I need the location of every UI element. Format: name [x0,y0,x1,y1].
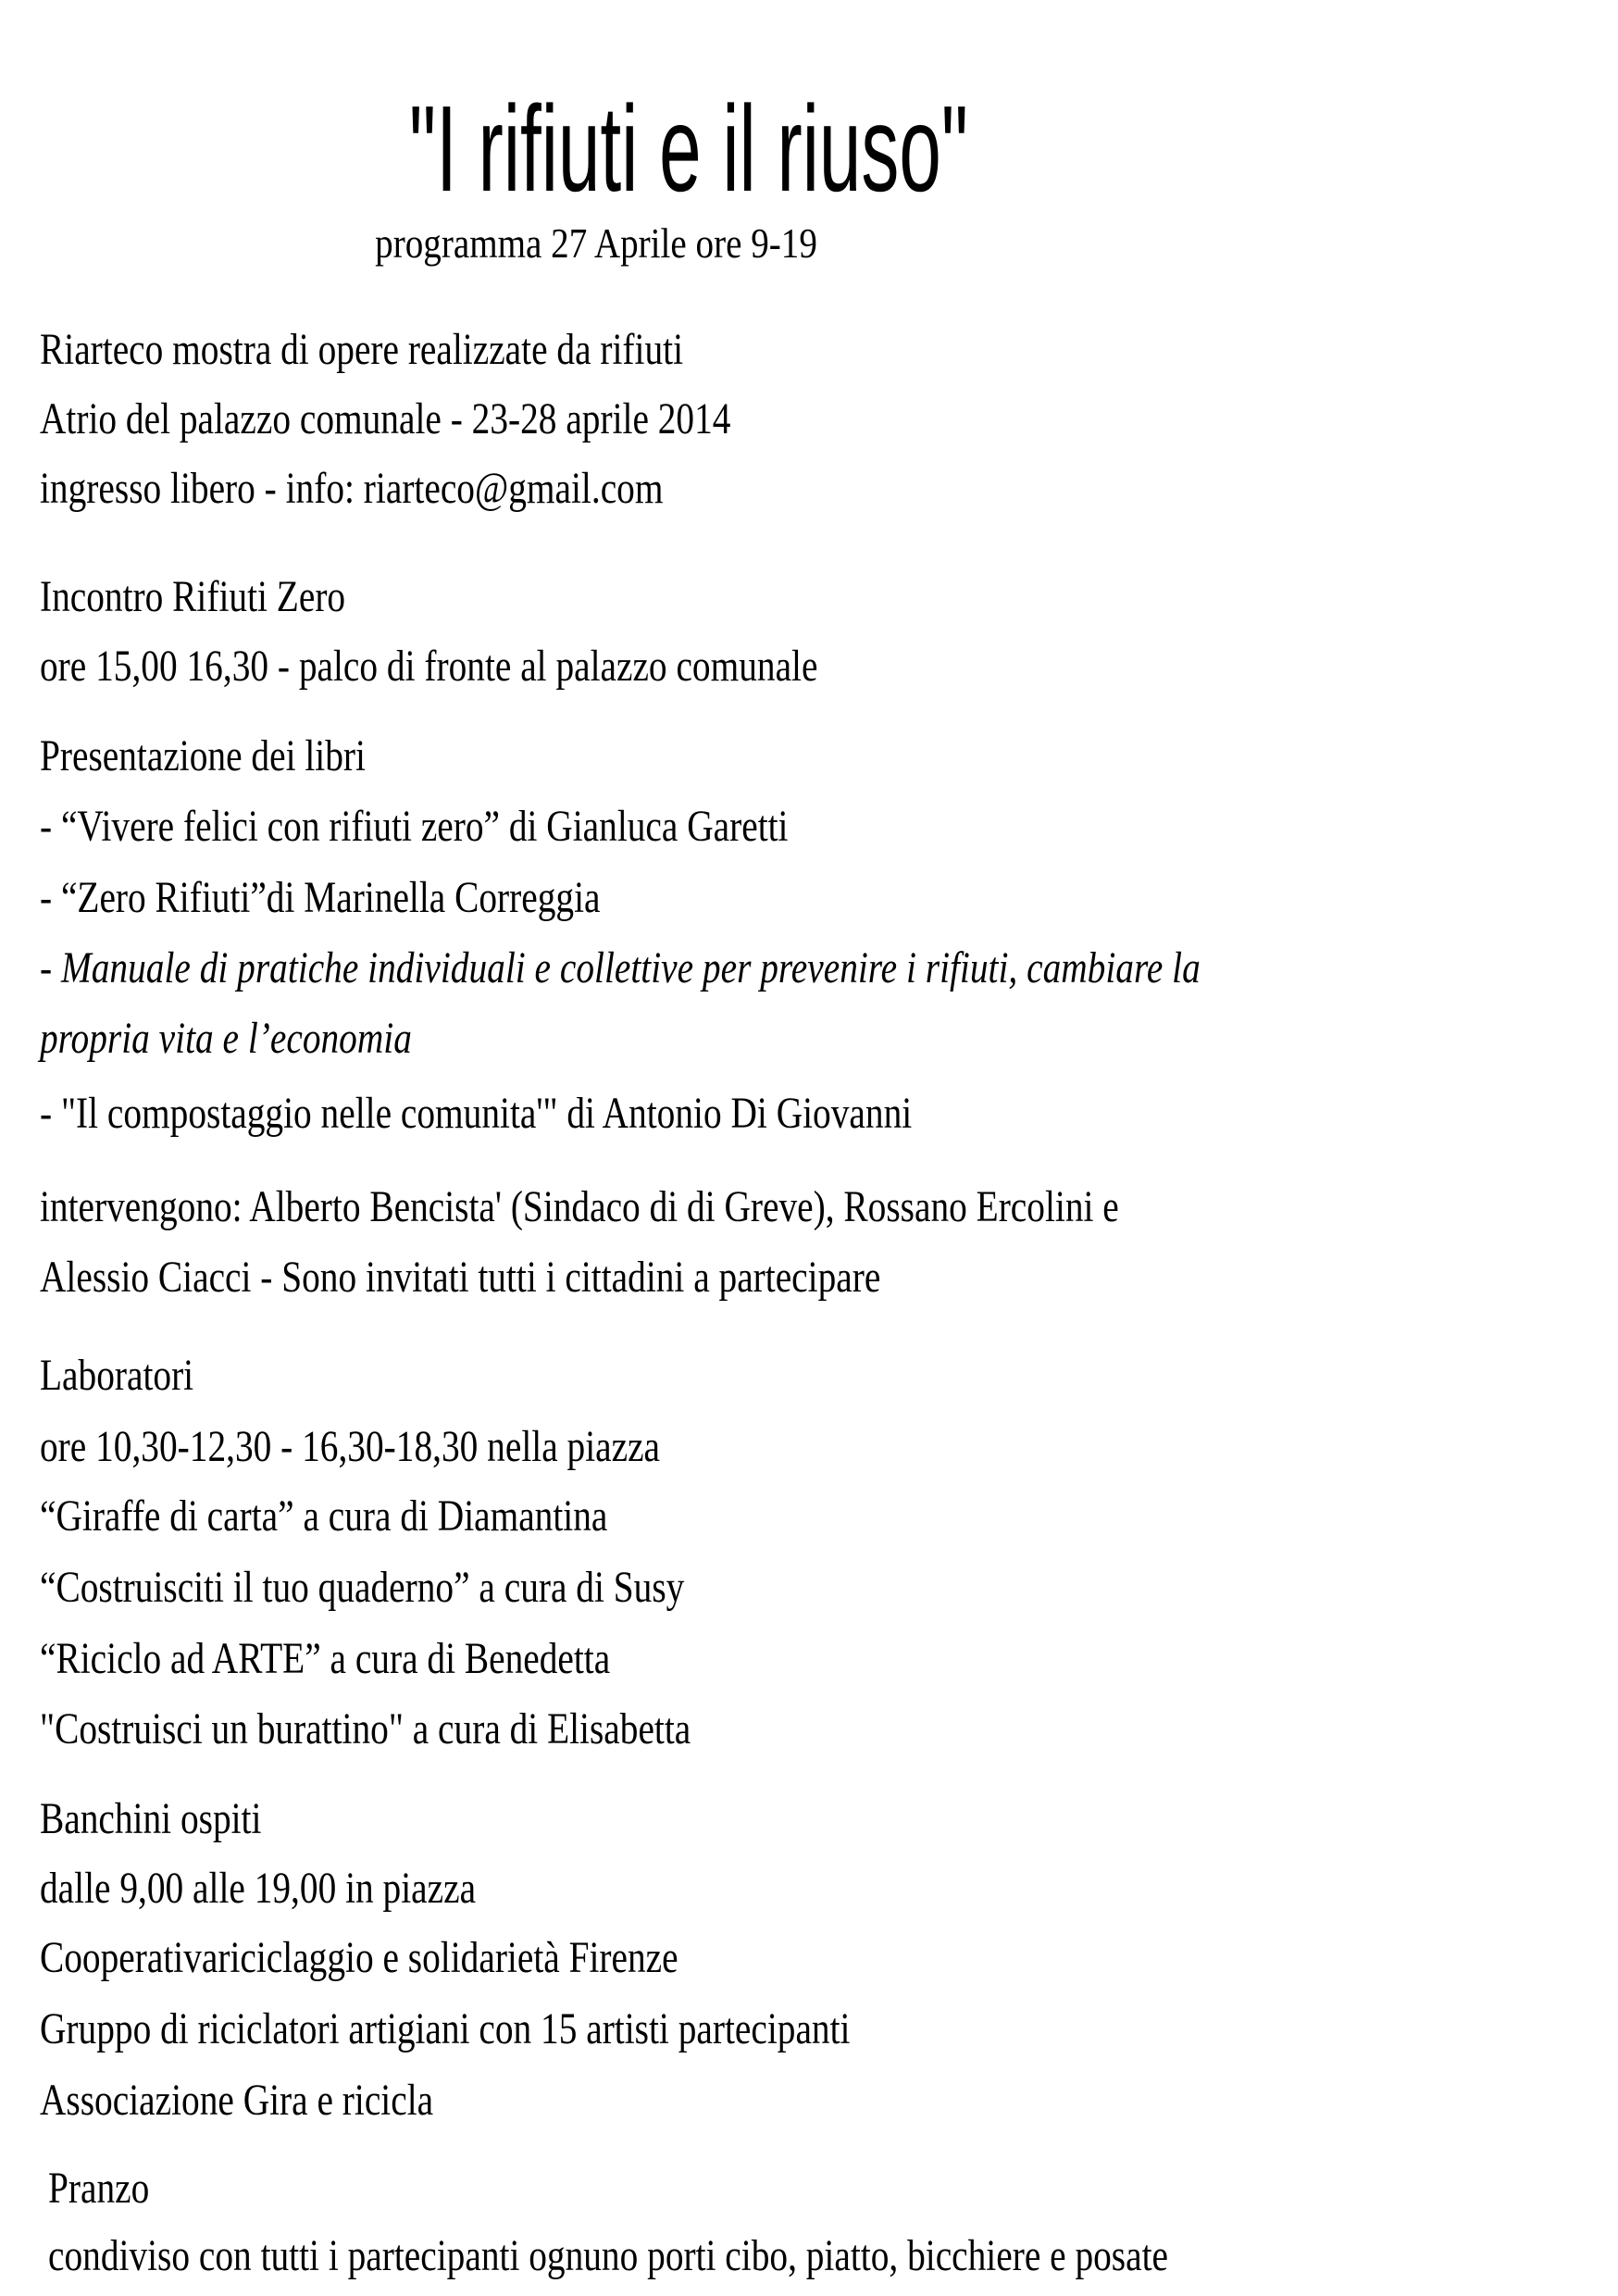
mostra-location: Atrio del palazzo comunale - 23-28 aprile 2014 [40,394,731,443]
incontro-heading: Incontro Rifiuti Zero [40,572,346,621]
books-heading: Presentazione dei libri [40,731,366,780]
subtitle-text: programma 27 Aprile ore 9-19 [375,219,817,267]
book-item: - “Zero Rifiuti”di Marinella Correggia [40,873,601,922]
laboratorio-item: "Costruisci un burattino" a cura di Elisabetta [40,1704,691,1753]
laboratori-time: ore 10,30-12,30 - 16,30-18,30 nella piazza [40,1422,661,1471]
book-item: - Manuale di pratiche individuali e collettive per prevenire i rifiuti, cambiare la [40,943,1201,992]
banchino-item: Cooperativariciclaggio e solidarietà Firenze [40,1933,678,1982]
laboratorio-item: “Giraffe di carta” a cura di Diamantina [40,1491,608,1541]
banchini-heading: Banchini ospiti [40,1794,262,1843]
laboratori-heading: Laboratori [40,1351,194,1400]
book-item: - "Il compostaggio nelle comunita'" di Antonio Di Giovanni [40,1089,913,1138]
title-text: "I rifiuti e il riuso" [409,81,968,217]
pranzo-text: condiviso con tutti i partecipanti ognuno porti cibo, piatto, bicchiere e posate [48,2231,1168,2280]
banchino-item: Gruppo di riciclatori artigiani con 15 artisti partecipanti [40,2004,851,2053]
pranzo-heading: Pranzo [48,2164,150,2213]
mostra-heading: Riarteco mostra di opere realizzate da rifiuti [40,325,684,374]
incontro-time: ore 15,00 16,30 - palco di fronte al palazzo comunale [40,642,818,691]
laboratorio-item: “Costruisciti il tuo quaderno” a cura di Susy [40,1563,685,1612]
banchino-item: Associazione Gira e ricicla [40,2076,434,2125]
laboratorio-item: “Riciclo ad ARTE” a cura di Benedetta [40,1634,611,1683]
speakers-line: intervengono: Alberto Bencista' (Sindaco di di Greve), Rossano Ercolini e [40,1182,1119,1231]
speakers-line: Alessio Ciacci - Sono invitati tutti i cittadini a partecipare [40,1253,881,1302]
mostra-info: ingresso libero - info: riarteco@gmail.com [40,464,664,513]
banchini-time: dalle 9,00 alle 19,00 in piazza [40,1864,477,1913]
document-title [0,81,1618,217]
document-subtitle [0,219,1618,267]
book-item: - “Vivere felici con rifiuti zero” di Gianluca Garetti [40,802,789,851]
book-item-continuation: propria vita e l’economia [40,1014,412,1063]
